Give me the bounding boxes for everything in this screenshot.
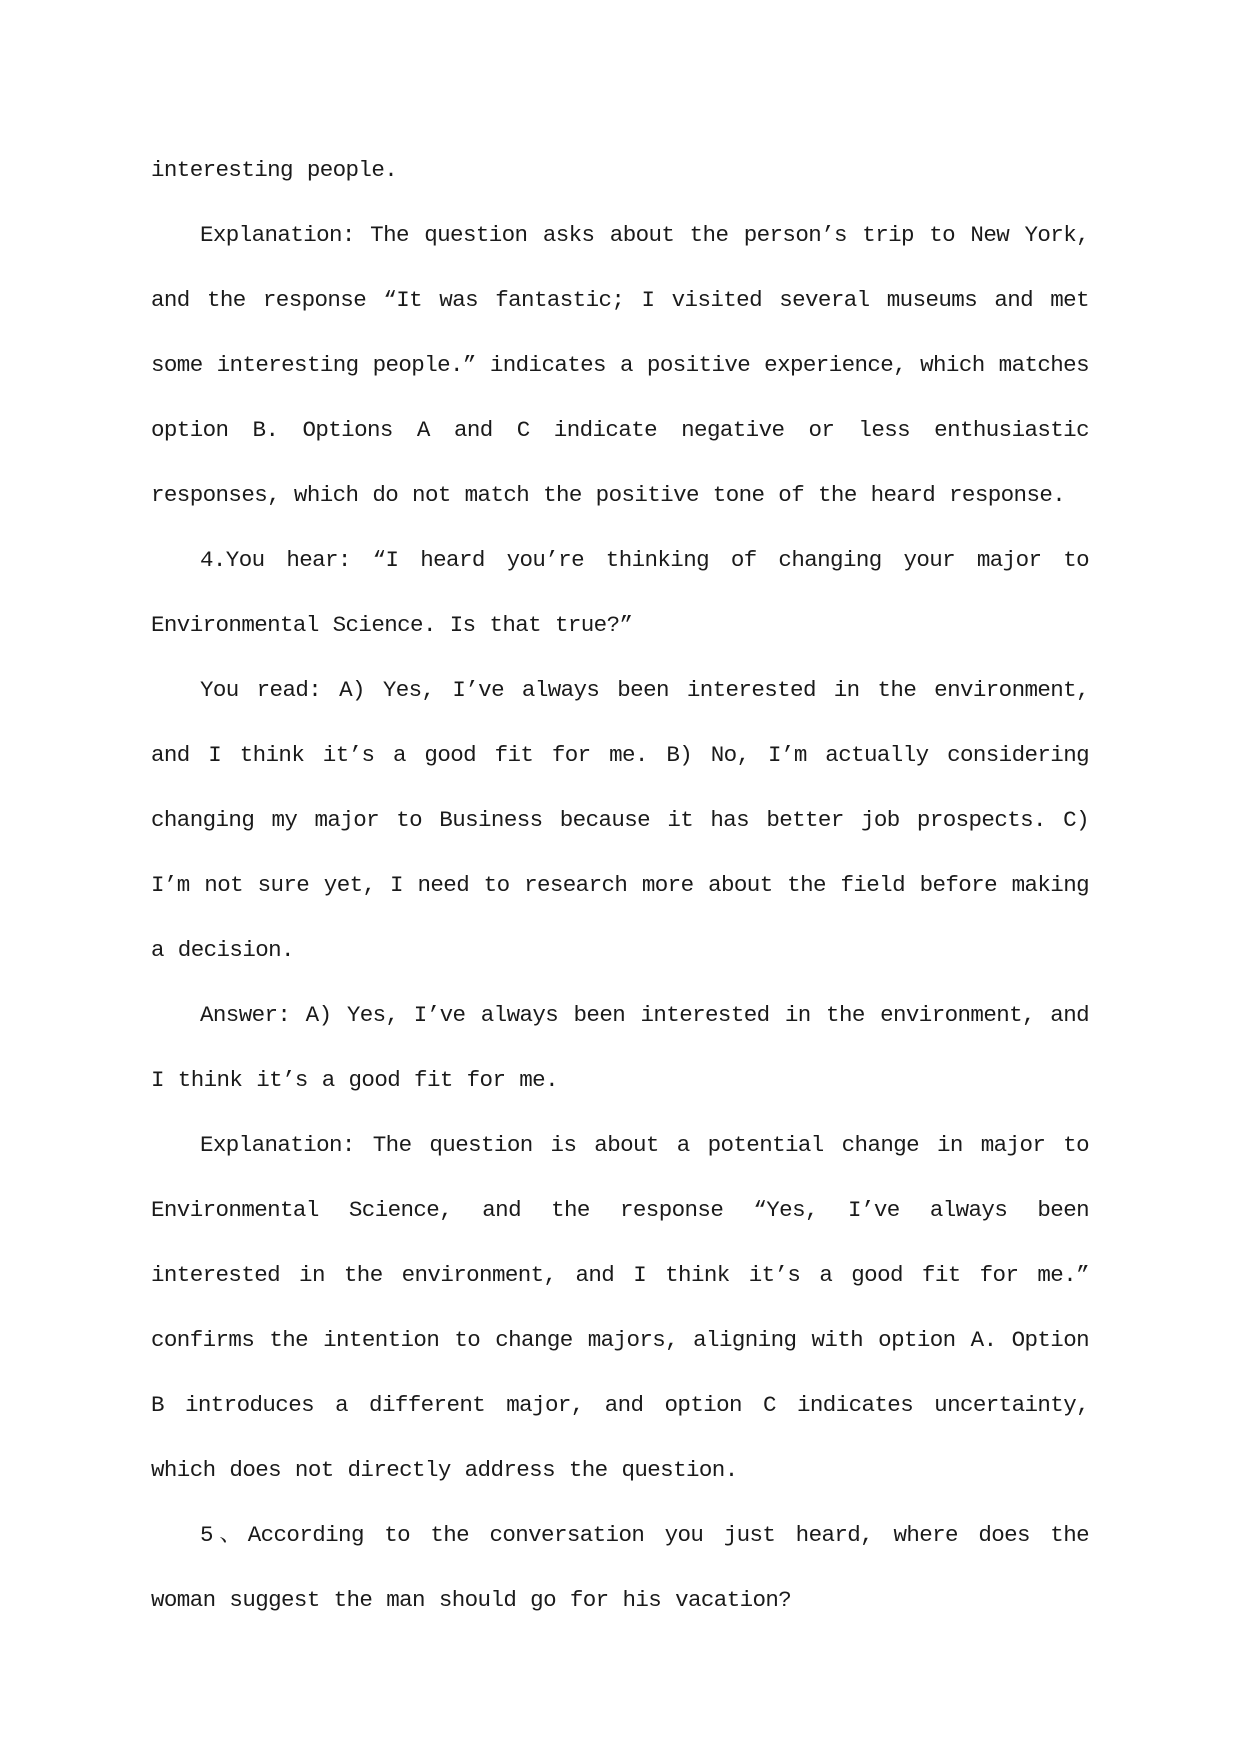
paragraph-question-5: 5、According to the conversation you just heard, where does the woman suggest the man should go for his vacation? — [151, 1522, 1089, 1613]
paragraph-question-4: 4.You hear: “I heard you’re thinking of changing your major to Environmental Science. Is that true?” — [151, 547, 1089, 638]
paragraph-explanation-q4: Explanation: The question is about a potential change in major to Environmental Science, and the response “Yes, I’ve always been interested in the environment, and I think it’s a good fit for me.” confirms the intention to change majors, aligning with option A. Option B introduces a different major, and option C indicates uncertainty, which does not directly address the question. — [151, 1132, 1089, 1483]
document-body — [151, 138, 1089, 1633]
paragraph-answer-q4: Answer: A) Yes, I’ve always been interested in the environment, and I think it’s a good fit for me. — [151, 1002, 1089, 1093]
paragraph-explanation-q3: Explanation: The question asks about the person’s trip to New York, and the response “It was fantastic; I visited several museums and met some interesting people.” indicates a positive experience, which matches option B. Options A and C indicate negative or less enthusiastic responses, which do not match the positive tone of the heard response. — [151, 222, 1089, 508]
paragraph-continuation: interesting people. — [151, 157, 398, 183]
paragraph-options-q4: You read: A) Yes, I’ve always been interested in the environment, and I think it’s a good fit for me. B) No, I’m actually considering changing my major to Business because it has better job prospects. C) I’m not sure yet, I need to research more about the field before making a decision. — [151, 677, 1089, 963]
